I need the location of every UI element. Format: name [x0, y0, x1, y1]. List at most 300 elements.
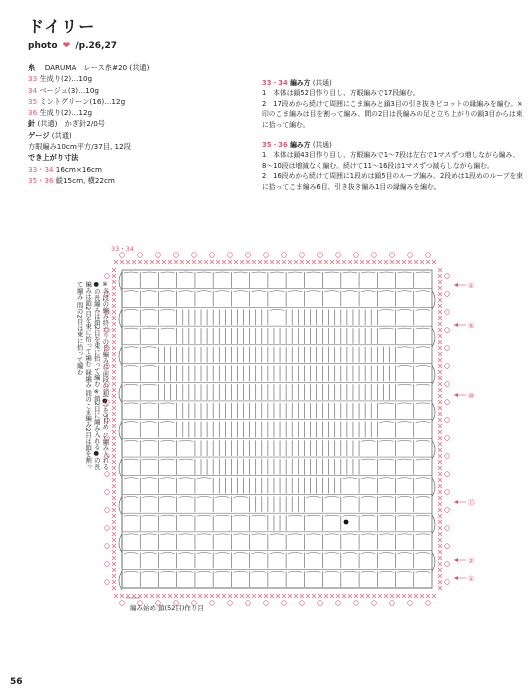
- page-title: ドイリー: [28, 17, 96, 36]
- chain-arc: [361, 515, 375, 516]
- chart-frame: [122, 270, 432, 588]
- picot-loop: [318, 601, 323, 606]
- picot-loop: [264, 253, 269, 258]
- border-x-mark: [282, 260, 286, 264]
- row-marker: ⑩: [468, 392, 475, 400]
- border-x-mark: [112, 346, 116, 350]
- picot-loop: [105, 346, 110, 351]
- arrow-head: [454, 500, 458, 504]
- border-x-mark: [438, 472, 442, 476]
- chain-arc: [416, 403, 430, 404]
- border-x-mark: [112, 484, 116, 488]
- chain-arc: [270, 272, 284, 273]
- picot-loop: [105, 400, 110, 405]
- picot-loop: [445, 364, 450, 369]
- border-x-mark: [438, 328, 442, 332]
- chain-arc: [124, 366, 138, 367]
- border-x-mark: [276, 594, 280, 598]
- border-x-mark: [144, 594, 148, 598]
- border-x-mark: [306, 260, 310, 264]
- border-x-mark: [216, 260, 220, 264]
- picot-loop: [105, 292, 110, 297]
- border-x-mark: [112, 364, 116, 368]
- turn-loop: [119, 571, 122, 590]
- border-x-mark: [378, 260, 382, 264]
- turn-loop: [119, 384, 122, 403]
- border-x-mark: [112, 274, 116, 278]
- border-x-mark: [306, 594, 310, 598]
- chain-arc: [142, 422, 156, 423]
- chain-arc: [416, 366, 430, 367]
- picot-loop: [105, 544, 110, 549]
- chain-arc: [379, 291, 393, 292]
- turn-loop: [432, 328, 435, 347]
- border-x-mark: [112, 370, 116, 374]
- border-x-mark: [276, 260, 280, 264]
- border-x-mark: [112, 454, 116, 458]
- border-x-mark: [438, 448, 442, 452]
- border-x-mark: [288, 260, 292, 264]
- border-x-mark: [112, 388, 116, 392]
- border-x-mark: [210, 594, 214, 598]
- picot-loop: [445, 328, 450, 333]
- chain-arc: [343, 291, 357, 292]
- border-x-mark: [234, 260, 238, 264]
- chain-arc: [197, 496, 211, 497]
- border-x-mark: [150, 594, 154, 598]
- border-x-mark: [438, 376, 442, 380]
- border-x-mark: [318, 594, 322, 598]
- chain-arc: [179, 496, 193, 497]
- border-x-mark: [438, 466, 442, 470]
- border-x-mark: [168, 594, 172, 598]
- chain-arc: [124, 422, 138, 423]
- border-x-mark: [384, 260, 388, 264]
- border-x-mark: [120, 260, 124, 264]
- border-x-mark: [174, 594, 178, 598]
- chain-arc: [343, 496, 357, 497]
- border-x-mark: [324, 594, 328, 598]
- border-x-mark: [372, 260, 376, 264]
- border-x-mark: [438, 436, 442, 440]
- border-x-mark: [438, 370, 442, 374]
- chain-arc: [361, 553, 375, 554]
- instruction-step: 2 16段めから続けて周囲に1段めは鎖5目のループ編み、2段めは1段めのループを束に拾ってこま編み6目、引き抜き編み1目の縁編みを編む。: [262, 172, 524, 191]
- gauge-text: 方眼編み10cm平方/37目, 12段: [28, 142, 131, 152]
- border-x-mark: [288, 594, 292, 598]
- border-x-mark: [168, 260, 172, 264]
- picot-loop: [105, 328, 110, 333]
- border-x-mark: [330, 594, 334, 598]
- chain-arc: [197, 571, 211, 572]
- border-x-mark: [438, 340, 442, 344]
- border-x-mark: [438, 316, 442, 320]
- chain-arc: [361, 291, 375, 292]
- picot-loop: [105, 418, 110, 423]
- chain-arc: [215, 291, 229, 292]
- border-x-mark: [156, 260, 160, 264]
- turn-loop: [119, 272, 122, 291]
- border-x-mark: [438, 568, 442, 572]
- chain-arc: [179, 515, 193, 516]
- turn-loop: [119, 309, 122, 328]
- chain-arc: [142, 272, 156, 273]
- chain-arc: [215, 571, 229, 572]
- chain-arc: [306, 291, 320, 292]
- border-x-mark: [348, 260, 352, 264]
- border-x-mark: [112, 562, 116, 566]
- yarn-num: 35: [28, 96, 38, 106]
- chain-arc: [160, 496, 174, 497]
- chain-arc: [252, 291, 266, 292]
- chain-arc: [398, 272, 412, 273]
- border-x-mark: [112, 394, 116, 398]
- chain-arc: [379, 272, 393, 273]
- border-x-mark: [420, 594, 424, 598]
- chain-arc: [398, 291, 412, 292]
- picot-loop: [445, 292, 450, 297]
- chain-arc: [416, 328, 430, 329]
- chain-arc: [398, 478, 412, 479]
- border-x-mark: [112, 442, 116, 446]
- border-x-mark: [112, 316, 116, 320]
- chain-arc: [325, 571, 339, 572]
- picot-loop: [264, 601, 269, 606]
- border-x-mark: [252, 260, 256, 264]
- chain-arc: [179, 478, 193, 479]
- border-x-mark: [112, 322, 116, 326]
- border-x-mark: [354, 260, 358, 264]
- chain-arc: [379, 422, 393, 423]
- chain-arc: [142, 459, 156, 460]
- chain-arc: [361, 534, 375, 535]
- picot-loop: [105, 382, 110, 387]
- border-x-mark: [112, 418, 116, 422]
- border-x-mark: [438, 514, 442, 518]
- picot-loop: [445, 526, 450, 531]
- chain-arc: [160, 272, 174, 273]
- chain-arc: [124, 440, 138, 441]
- border-x-mark: [112, 526, 116, 530]
- border-x-mark: [348, 594, 352, 598]
- border-x-mark: [438, 268, 442, 272]
- border-x-mark: [112, 376, 116, 380]
- chain-arc: [179, 272, 193, 273]
- chain-arc: [124, 309, 138, 310]
- yarn-item: 生成り(2)…12g: [39, 108, 93, 118]
- chain-arc: [398, 384, 412, 385]
- chain-arc: [379, 309, 393, 310]
- chain-arc: [361, 459, 375, 460]
- border-x-mark: [438, 580, 442, 584]
- border-x-mark: [112, 478, 116, 482]
- gauge-common: (共通): [51, 130, 72, 140]
- instruction-common: (共通): [312, 141, 332, 150]
- chain-arc: [398, 440, 412, 441]
- chain-arc: [179, 571, 193, 572]
- yarn-label: 糸: [28, 63, 36, 72]
- border-x-mark: [438, 430, 442, 434]
- instruction-heading: 編み方: [290, 141, 311, 150]
- border-x-mark: [438, 520, 442, 524]
- border-x-mark: [414, 594, 418, 598]
- arrow-head: [454, 283, 458, 287]
- chain-arc: [361, 478, 375, 479]
- border-x-mark: [112, 304, 116, 308]
- chain-arc: [379, 571, 393, 572]
- chain-arc: [215, 515, 229, 516]
- picot-loop: [445, 472, 450, 477]
- border-x-mark: [112, 268, 116, 272]
- border-x-mark: [112, 550, 116, 554]
- yarn-name: DARUMA レース糸#20 (共通): [44, 63, 150, 72]
- border-x-mark: [342, 260, 346, 264]
- picot-loop: [105, 526, 110, 531]
- chain-arc: [306, 553, 320, 554]
- chain-arc: [361, 272, 375, 273]
- stitch-dot: [344, 520, 349, 525]
- border-x-mark: [112, 358, 116, 362]
- chain-arc: [160, 309, 174, 310]
- chain-arc: [142, 328, 156, 329]
- chain-arc: [398, 571, 412, 572]
- picot-loop: [246, 253, 251, 258]
- border-x-mark: [366, 260, 370, 264]
- border-x-mark: [432, 260, 436, 264]
- chain-arc: [160, 403, 174, 404]
- turn-loop: [432, 440, 435, 459]
- border-x-mark: [138, 260, 142, 264]
- border-x-mark: [112, 352, 116, 356]
- border-x-mark: [112, 502, 116, 506]
- chain-arc: [379, 440, 393, 441]
- border-x-mark: [312, 260, 316, 264]
- border-x-mark: [438, 334, 442, 338]
- border-x-mark: [186, 594, 190, 598]
- border-x-mark: [324, 260, 328, 264]
- chain-arc: [160, 291, 174, 292]
- chain-arc: [233, 515, 247, 516]
- border-x-mark: [112, 466, 116, 470]
- border-x-mark: [330, 260, 334, 264]
- border-x-mark: [360, 260, 364, 264]
- border-x-mark: [438, 532, 442, 536]
- chain-arc: [142, 309, 156, 310]
- chain-arc: [379, 459, 393, 460]
- chain-arc: [306, 515, 320, 516]
- chain-arc: [379, 553, 393, 554]
- photo-page-ref: /p.26,27: [75, 41, 117, 51]
- chain-arc: [124, 459, 138, 460]
- turn-loop: [432, 403, 435, 422]
- border-x-mark: [438, 574, 442, 578]
- picot-loop: [192, 253, 197, 258]
- chain-arc: [325, 515, 339, 516]
- border-x-mark: [438, 280, 442, 284]
- border-x-mark: [342, 594, 346, 598]
- picot-loop: [120, 601, 125, 606]
- chain-arc: [197, 272, 211, 273]
- turn-loop: [119, 496, 122, 515]
- border-x-mark: [112, 586, 116, 590]
- border-x-mark: [438, 496, 442, 500]
- picot-loop: [445, 310, 450, 315]
- border-x-mark: [198, 260, 202, 264]
- chain-arc: [288, 515, 302, 516]
- chart-side-notes: ※各段の編み終わりの長編みは前段の鎖(●)を3目め に編み入れる●の長編みは鎖2目を束に拾って編む ※鎖2目に編み入れる●の長編みは鎖2目を束に拾って編む 縁編み 間のこま編み2目は鎖を割って編み 間の2目は束に拾って編む: [75, 281, 109, 470]
- border-x-mark: [438, 562, 442, 566]
- border-x-mark: [112, 340, 116, 344]
- chain-arc: [124, 291, 138, 292]
- arrow-head: [454, 558, 458, 562]
- border-x-mark: [112, 334, 116, 338]
- turn-loop: [119, 422, 122, 441]
- chain-arc: [343, 571, 357, 572]
- border-x-mark: [240, 594, 244, 598]
- chain-arc: [160, 459, 174, 460]
- border-x-mark: [150, 260, 154, 264]
- chain-arc: [197, 515, 211, 516]
- border-x-mark: [384, 594, 388, 598]
- border-x-mark: [112, 400, 116, 404]
- chain-arc: [416, 459, 430, 460]
- border-x-mark: [396, 260, 400, 264]
- row-marker: ①: [468, 575, 475, 583]
- border-x-mark: [438, 406, 442, 410]
- picot-loop: [408, 253, 413, 258]
- picot-loop: [426, 253, 431, 258]
- border-x-mark: [438, 286, 442, 290]
- chain-arc: [124, 534, 138, 535]
- instruction-common: (共通): [312, 79, 332, 87]
- border-x-mark: [438, 358, 442, 362]
- border-x-mark: [438, 478, 442, 482]
- chain-arc: [252, 515, 266, 516]
- turn-loop: [432, 291, 435, 310]
- border-x-mark: [112, 430, 116, 434]
- border-x-mark: [438, 322, 442, 326]
- chain-arc: [325, 291, 339, 292]
- border-x-mark: [228, 260, 232, 264]
- turn-loop: [119, 459, 122, 478]
- border-x-mark: [186, 260, 190, 264]
- chain-arc: [270, 291, 284, 292]
- border-x-mark: [438, 460, 442, 464]
- chain-arc: [142, 515, 156, 516]
- size-text: 16cm×16cm: [55, 164, 103, 174]
- picot-loop: [445, 274, 450, 279]
- border-x-mark: [112, 496, 116, 500]
- chain-arc: [179, 291, 193, 292]
- picot-loop: [210, 253, 215, 258]
- chain-arc: [142, 478, 156, 479]
- chain-arc: [179, 459, 193, 460]
- border-x-mark: [216, 594, 220, 598]
- picot-loop: [282, 253, 287, 258]
- chain-arc: [124, 571, 138, 572]
- border-x-mark: [438, 550, 442, 554]
- chain-arc: [160, 440, 174, 441]
- chain-arc: [416, 422, 430, 423]
- turn-loop: [432, 553, 435, 572]
- chain-arc: [343, 553, 357, 554]
- border-x-mark: [204, 594, 208, 598]
- chain-arc: [288, 291, 302, 292]
- picot-loop: [228, 253, 233, 258]
- border-x-mark: [162, 594, 166, 598]
- picot-loop: [445, 544, 450, 549]
- border-x-mark: [112, 448, 116, 452]
- chain-arc: [416, 478, 430, 479]
- border-x-mark: [438, 274, 442, 278]
- border-x-mark: [210, 260, 214, 264]
- size-num: 33・34: [28, 164, 54, 174]
- border-x-mark: [246, 260, 250, 264]
- border-x-mark: [438, 502, 442, 506]
- chain-arc: [142, 534, 156, 535]
- chain-arc: [288, 272, 302, 273]
- border-x-mark: [294, 594, 298, 598]
- chain-arc: [379, 534, 393, 535]
- chain-arc: [398, 515, 412, 516]
- picot-loop: [120, 253, 125, 258]
- border-x-mark: [120, 594, 124, 598]
- chain-arc: [361, 571, 375, 572]
- chain-arc: [124, 403, 138, 404]
- border-x-mark: [258, 594, 262, 598]
- chain-arc: [179, 440, 193, 441]
- chain-arc: [270, 534, 284, 535]
- border-x-mark: [112, 514, 116, 518]
- picot-loop: [105, 364, 110, 369]
- turn-loop: [119, 347, 122, 366]
- chain-arc: [233, 534, 247, 535]
- chain-arc: [288, 534, 302, 535]
- border-x-mark: [112, 460, 116, 464]
- chain-arc: [416, 309, 430, 310]
- yarn-num: 33: [28, 74, 38, 84]
- foundation-chain-label: 編み始め 鎖(52目)作り目: [130, 604, 204, 612]
- border-x-mark: [438, 490, 442, 494]
- chain-arc: [306, 571, 320, 572]
- picot-loop: [105, 562, 110, 567]
- border-x-mark: [112, 424, 116, 428]
- border-x-mark: [408, 594, 412, 598]
- border-x-mark: [258, 260, 262, 264]
- border-x-mark: [438, 484, 442, 488]
- picot-loop: [390, 601, 395, 606]
- border-x-mark: [360, 594, 364, 598]
- picot-loop: [445, 382, 450, 387]
- chain-arc: [361, 440, 375, 441]
- border-x-mark: [300, 594, 304, 598]
- arrow-head: [454, 576, 458, 580]
- border-x-mark: [438, 388, 442, 392]
- chain-arc: [379, 496, 393, 497]
- border-x-mark: [438, 364, 442, 368]
- border-x-mark: [438, 382, 442, 386]
- border-x-mark: [138, 594, 142, 598]
- border-x-mark: [438, 352, 442, 356]
- border-x-mark: [114, 260, 118, 264]
- border-x-mark: [438, 442, 442, 446]
- picot-loop: [336, 601, 341, 606]
- page-number: 56: [10, 677, 23, 687]
- chain-arc: [398, 553, 412, 554]
- picot-loop: [390, 253, 395, 258]
- chain-arc: [398, 309, 412, 310]
- border-x-mark: [114, 594, 118, 598]
